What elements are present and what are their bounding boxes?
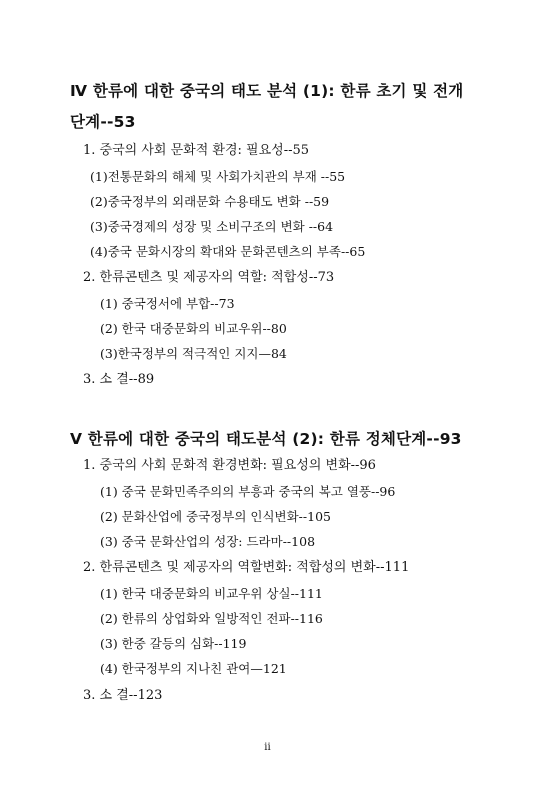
toc-item-5-1-3: (3) 중국 문화산업의 성장: 드라마--108 [100, 534, 316, 549]
toc-item-5-2-4: (4) 한국정부의 지나친 관여—121 [100, 661, 287, 676]
toc-item-4-1-2: (2)중국정부의 외래문화 수용태도 변화 --59 [90, 194, 330, 209]
toc-item-5-2-1: (1) 한국 대중문화의 비교우위 상실--111 [100, 586, 323, 601]
toc-item-4-1-4: (4)중국 문화시장의 확대와 문화콘텐츠의 부족--65 [90, 244, 366, 259]
toc-item-4-2-2: (2) 한국 대중문화의 비교우위--80 [100, 321, 287, 336]
page-number: ii [264, 742, 271, 753]
toc-item-4-2-1: (1) 중국정서에 부합--73 [100, 296, 235, 311]
chapter-5-heading: Ⅴ 한류에 대한 중국의 태도분석 (2): 한류 정체단계--93 [70, 430, 462, 448]
toc-item-4-2: 2. 한류콘텐츠 및 제공자의 역할: 적합성--73 [83, 270, 335, 285]
toc-item-5-2-2: (2) 한류의 상업화와 일방적인 전파--116 [100, 611, 323, 626]
toc-item-5-1-2: (2) 문화산업에 중국정부의 인식변화--105 [100, 509, 331, 524]
toc-item-5-1: 1. 중국의 사회 문화적 환경변화: 필요성의 변화--96 [83, 458, 376, 473]
toc-item-4-1: 1. 중국의 사회 문화적 환경: 필요성--55 [83, 143, 310, 158]
toc-item-4-3: 3. 소 결--89 [83, 372, 155, 387]
chapter-4-heading: Ⅳ 한류에 대한 중국의 태도 분석 (1): 한류 초기 및 전개 단계--53 [70, 82, 464, 131]
toc-item-4-2-3: (3)한국정부의 적극적인 지지—84 [100, 346, 287, 361]
toc-item-5-3: 3. 소 결--123 [83, 688, 163, 703]
toc-item-5-1-1: (1) 중국 문화민족주의의 부흥과 중국의 복고 열풍--96 [100, 484, 396, 499]
toc-item-4-1-1: (1)전통문화의 해체 및 사회가치관의 부재 --55 [90, 169, 346, 184]
toc-item-4-1-3: (3)중국경제의 성장 및 소비구조의 변화 --64 [90, 219, 334, 234]
toc-item-5-2: 2. 한류콘텐츠 및 제공자의 역할변화: 적합성의 변화--111 [83, 560, 410, 575]
toc-item-5-2-3: (3) 한중 갈등의 심화--119 [100, 636, 247, 651]
